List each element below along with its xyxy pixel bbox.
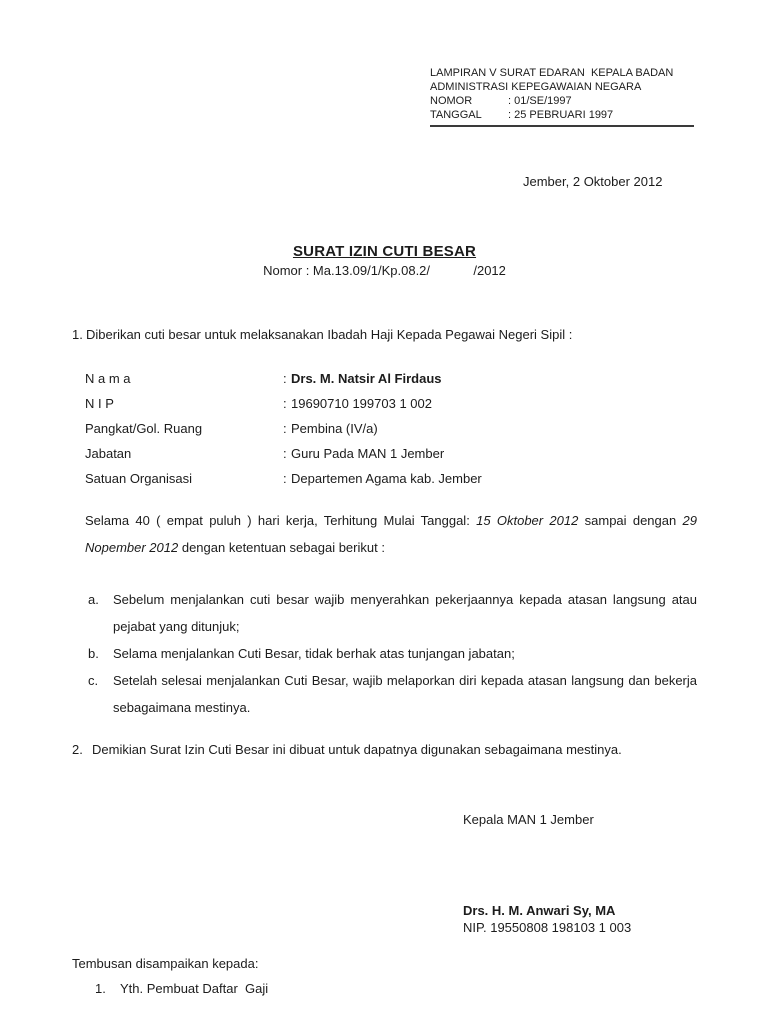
field-label-pangkat: Pangkat/Gol. Ruang xyxy=(85,421,203,436)
condition-a-text: Sebelum menjalankan cuti besar wajib menyerahkan pekerjaannya kepada atasan langsung atau pejabat yang ditunjuk; xyxy=(113,592,697,634)
condition-c-marker: c. xyxy=(88,673,99,688)
paragraph-item-1 xyxy=(72,326,697,344)
field-label-nama: N a m a xyxy=(85,371,131,386)
duration-start-date: 15 Oktober 2012 xyxy=(476,513,579,528)
regulation-line2: ADMINISTRASI KEPEGAWAIAN NEGARA xyxy=(430,81,642,93)
duration-paragraph xyxy=(72,507,697,561)
field-value-jabatan: Guru Pada MAN 1 Jember xyxy=(291,446,445,461)
duration-text-2: sampai dengan xyxy=(578,513,683,528)
item-2-marker: 2. xyxy=(72,742,83,757)
duration-text-3: dengan ketentuan sebagai berikut : xyxy=(178,540,385,555)
field-row-jabatan xyxy=(85,441,697,466)
field-colon: : xyxy=(283,396,287,411)
condition-b-marker: b. xyxy=(88,646,99,661)
tembusan-item-1-marker: 1. xyxy=(95,981,106,996)
field-value-nama: Drs. M. Natsir Al Firdaus xyxy=(291,371,442,386)
regulation-tanggal-value: : 25 PEBRUARI 1997 xyxy=(508,109,614,121)
tembusan-item-1-text: Yth. Pembuat Daftar Gaji xyxy=(120,981,269,996)
tembusan-item-1 xyxy=(95,980,697,998)
field-colon: : xyxy=(283,421,287,436)
regulation-line1: LAMPIRAN V SURAT EDARAN KEPALA BADAN xyxy=(430,67,674,79)
condition-a-marker: a. xyxy=(88,592,99,607)
field-value-pangkat: Pembina (IV/a) xyxy=(291,421,378,436)
field-colon: : xyxy=(283,446,287,461)
duration-text-1: Selama 40 ( empat puluh ) hari kerja, Terhitung Mulai Tanggal: xyxy=(85,513,477,528)
place-date-line: Jember, 2 Oktober 2012 xyxy=(523,174,663,189)
signatory-nip: NIP. 19550808 198103 1 003 xyxy=(463,920,632,935)
signatory-name: Drs. H. M. Anwari Sy, MA xyxy=(463,903,616,918)
condition-item-b xyxy=(88,640,697,667)
title-block xyxy=(72,242,697,280)
field-row-nip xyxy=(85,391,697,416)
field-colon: : xyxy=(283,371,287,386)
field-row-pangkat xyxy=(85,416,697,441)
regulation-nomor-value: : 01/SE/1997 xyxy=(508,95,572,107)
duration-end-date: 29 Nopember 2012 xyxy=(85,513,697,555)
condition-item-c xyxy=(88,667,697,721)
condition-c-text: Setelah selesai menjalankan Cuti Besar, wajib melaporkan diri kepada atasan langsung dan bekerja sebagaimana mestinya. xyxy=(113,673,697,715)
field-label-jabatan: Jabatan xyxy=(85,446,132,461)
paragraph-item-2 xyxy=(72,741,697,759)
condition-b-text: Selama menjalankan Cuti Besar, tidak berhak atas tunjangan jabatan; xyxy=(113,646,515,661)
field-value-satuan: Departemen Agama kab. Jember xyxy=(291,471,482,486)
employee-fields xyxy=(72,366,697,491)
field-value-nip: 19690710 199703 1 002 xyxy=(291,396,432,411)
regulation-tanggal-label: TANGGAL xyxy=(430,109,482,121)
item-2-text: Demikian Surat Izin Cuti Besar ini dibuat untuk dapatnya digunakan sebagaimana mestinya. xyxy=(92,742,622,757)
condition-item-a xyxy=(88,586,697,640)
tembusan-heading: Tembusan disampaikan kepada: xyxy=(72,956,259,971)
regulation-nomor-row xyxy=(430,94,694,108)
item-1-marker: 1. xyxy=(72,327,83,342)
signatory-position: Kepala MAN 1 Jember xyxy=(463,812,594,827)
field-colon: : xyxy=(283,471,287,486)
regulation-reference-block xyxy=(430,66,694,127)
signature-block xyxy=(463,902,697,936)
item-1-text: Diberikan cuti besar untuk melaksanakan Ibadah Haji Kepada Pegawai Negeri Sipil : xyxy=(86,327,573,342)
field-row-satuan xyxy=(85,466,697,491)
tembusan-section xyxy=(72,955,697,998)
document-number: Nomor : Ma.13.09/1/Kp.08.2/ /2012 xyxy=(263,263,506,278)
conditions-list xyxy=(88,586,697,721)
regulation-nomor-label: NOMOR xyxy=(430,95,473,107)
regulation-tanggal-row xyxy=(430,108,694,122)
field-label-nip: N I P xyxy=(85,396,114,411)
field-row-nama xyxy=(85,366,697,391)
document-title: SURAT IZIN CUTI BESAR xyxy=(292,243,477,260)
field-label-satuan: Satuan Organisasi xyxy=(85,471,192,486)
